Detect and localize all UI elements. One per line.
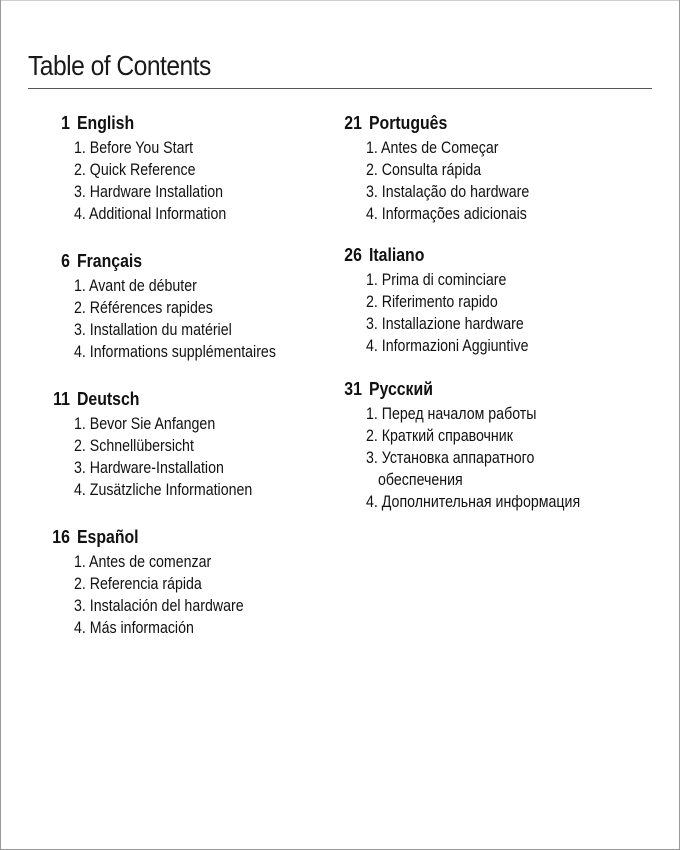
section-language: Русский (368, 379, 433, 399)
toc-section-francais (40, 251, 340, 363)
toc-section-espanol (40, 527, 340, 639)
section-page-number: 6 (61, 251, 70, 271)
toc-section-russian (332, 379, 632, 513)
toc-item[interactable]: 4. Informazioni Aggiuntive (366, 337, 529, 355)
section-items (40, 551, 340, 639)
section-heading[interactable] (332, 113, 596, 137)
toc-item[interactable]: 1. Antes de Começar (366, 139, 499, 157)
toc-column-right (332, 113, 632, 531)
toc-item[interactable]: 1. Avant de débuter (74, 277, 197, 295)
toc-column-left (40, 113, 340, 657)
toc-item[interactable]: 2. Quick Reference (74, 161, 196, 179)
toc-section-deutsch (40, 389, 340, 501)
section-heading[interactable] (40, 251, 304, 275)
toc-item[interactable]: 3. Instalación del hardware (74, 597, 244, 615)
toc-item[interactable]: 1. Antes de comenzar (74, 553, 212, 571)
section-heading[interactable] (40, 113, 304, 137)
toc-item[interactable]: 1. Перед началом работы (366, 405, 537, 423)
section-page-number: 11 (53, 389, 70, 409)
toc-item[interactable]: 3. Hardware-Installation (74, 459, 224, 477)
toc-item[interactable]: 2. Riferimento rapido (366, 293, 498, 311)
section-page-number: 31 (344, 379, 362, 399)
section-page-number: 21 (344, 113, 362, 133)
toc-item[interactable]: 4. Zusätzliche Informationen (74, 481, 253, 499)
section-heading[interactable] (40, 389, 304, 413)
toc-item[interactable]: 2. Références rapides (74, 299, 213, 317)
section-language: Português (368, 113, 448, 133)
toc-item[interactable]: 1. Before You Start (74, 139, 194, 157)
page-title: Table of Contents (28, 50, 211, 81)
toc-item[interactable]: 4. Informações adicionais (366, 205, 527, 223)
toc-item[interactable]: 3. Instalação do hardware (366, 183, 530, 201)
toc-item[interactable]: 2. Краткий справочник (366, 427, 513, 445)
section-language: English (76, 113, 135, 133)
section-items (332, 403, 632, 513)
section-language: Deutsch (76, 389, 140, 409)
section-items (332, 137, 632, 225)
toc-item[interactable]: 2. Referencia rápida (74, 575, 202, 593)
section-items (40, 275, 340, 363)
page-border-top (0, 0, 680, 1)
toc-section-english (40, 113, 340, 225)
section-language: Français (76, 251, 143, 271)
section-items (332, 269, 632, 357)
toc-item[interactable]: 4. Más información (74, 619, 194, 637)
section-page-number: 26 (344, 245, 362, 265)
toc-item[interactable]: 3. Installation du matériel (74, 321, 232, 339)
toc-item[interactable]: 3. Установка аппаратного (366, 449, 535, 467)
toc-item[interactable]: 1. Bevor Sie Anfangen (74, 415, 216, 433)
toc-item[interactable]: 4. Informations supplémentaires (74, 343, 276, 361)
toc-item-continuation[interactable]: обеспечения (378, 471, 463, 489)
section-items (40, 137, 340, 225)
section-heading[interactable] (332, 379, 596, 403)
toc-section-portugues (332, 113, 632, 225)
section-page-number: 1 (61, 113, 70, 133)
page-border-left (0, 0, 1, 850)
toc-item[interactable]: 4. Additional Information (74, 205, 227, 223)
title-rule (28, 88, 652, 89)
section-page-number: 16 (52, 527, 70, 547)
toc-section-italiano (332, 245, 632, 357)
section-items (40, 413, 340, 501)
section-language: Italiano (368, 245, 425, 265)
section-heading[interactable] (40, 527, 304, 551)
toc-item[interactable]: 2. Schnellübersicht (74, 437, 194, 455)
toc-item[interactable]: 2. Consulta rápida (366, 161, 482, 179)
toc-item[interactable]: 3. Installazione hardware (366, 315, 524, 333)
section-language: Español (76, 527, 139, 547)
toc-item[interactable]: 1. Prima di cominciare (366, 271, 507, 289)
toc-item[interactable]: 3. Hardware Installation (74, 183, 224, 201)
section-heading[interactable] (332, 245, 596, 269)
toc-item[interactable]: 4. Дополнительная информация (366, 493, 581, 511)
